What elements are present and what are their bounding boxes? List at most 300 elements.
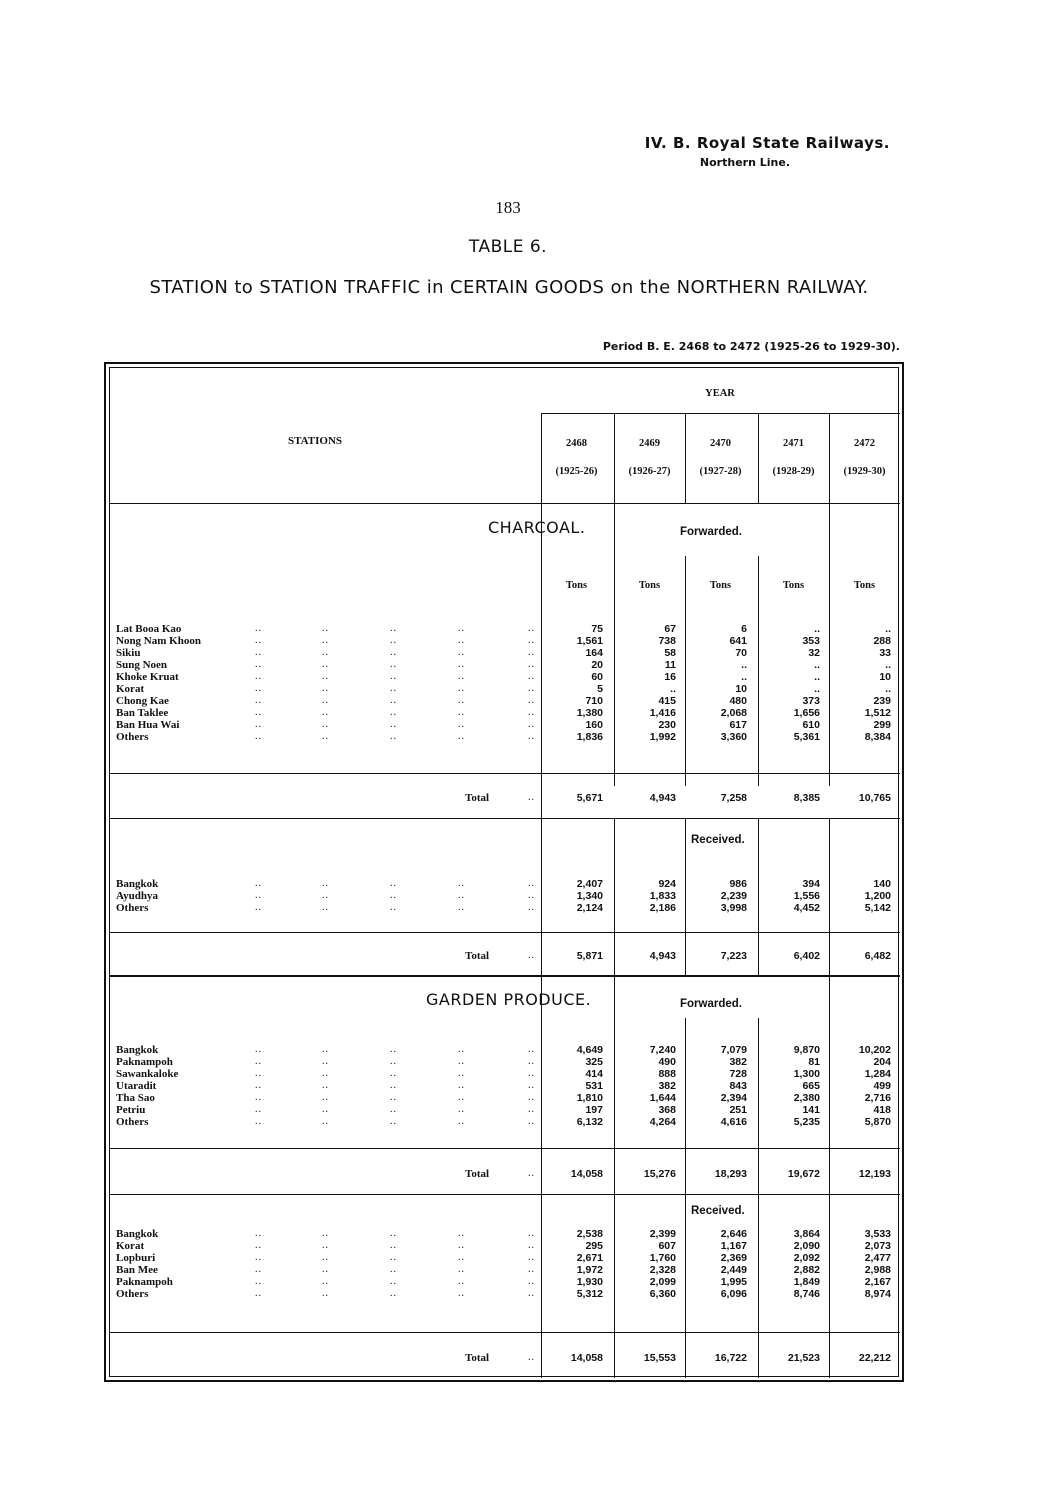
year-divider [829, 413, 830, 503]
cell-value: 2,239 [720, 890, 747, 902]
leader-dots: .. [458, 1288, 465, 1299]
leader-dots: .. [528, 878, 535, 889]
cell-value: 239 [873, 695, 891, 707]
total-top-rule [110, 932, 900, 933]
year-divider [829, 1018, 830, 1378]
leader-dots: .. [458, 1228, 465, 1239]
cell-value: 8,384 [864, 731, 891, 743]
year-underline [541, 413, 900, 414]
cell-value: 382 [729, 1056, 747, 1068]
leader-dots: .. [322, 1252, 329, 1263]
total-top-rule [110, 773, 900, 774]
cell-value: 1,836 [576, 731, 603, 743]
leader-dots: .. [322, 1080, 329, 1091]
total-value: 7,258 [720, 792, 747, 804]
leader-dots: .. [255, 647, 262, 658]
leader-dots: .. [458, 1080, 465, 1091]
cell-value: .. [814, 623, 820, 635]
cell-value: 1,200 [864, 890, 891, 902]
leader-dots: .. [458, 623, 465, 634]
cell-value: 6,096 [720, 1288, 747, 1300]
leader-dots: .. [390, 1288, 397, 1299]
header-bottom-rule [110, 503, 900, 504]
leader-dots: .. [255, 1056, 262, 1067]
cell-value: 382 [658, 1080, 676, 1092]
cell-value: 33 [879, 647, 891, 659]
leader-dots: .. [390, 623, 397, 634]
leader-dots: .. [322, 1092, 329, 1103]
cell-value: 2,092 [793, 1252, 820, 1264]
unit-label: Tons [565, 580, 588, 591]
cell-value: 197 [585, 1104, 603, 1116]
cell-value: 6 [741, 623, 747, 635]
station-name: Others [116, 902, 149, 914]
table-title: STATION to STATION TRAFFIC in CERTAIN GOODS on the NORTHERN RAILWAY. [149, 277, 869, 298]
leader-dots: .. [528, 719, 535, 730]
period-note: Period B. E. 2468 to 2472 (1925-26 to 1929-30). [602, 340, 900, 353]
total-value: 6,482 [864, 950, 891, 962]
leader-dots: .. [390, 1068, 397, 1079]
leader-dots: .. [390, 683, 397, 694]
cell-value: 1,300 [793, 1068, 820, 1080]
leader-dots: .. [458, 1240, 465, 1251]
cell-value: 8,746 [793, 1288, 820, 1300]
cell-value: .. [741, 659, 747, 671]
cell-value: 5,142 [864, 902, 891, 914]
leader-dots: .. [458, 671, 465, 682]
leader-dots: .. [322, 1116, 329, 1127]
cell-value: 617 [729, 719, 747, 731]
leader-dots: .. [528, 659, 535, 670]
cell-value: 490 [658, 1056, 676, 1068]
leader-dots: .. [458, 1116, 465, 1127]
leader-dots: .. [528, 902, 535, 913]
leader-dots: .. [458, 890, 465, 901]
leader-dots: .. [322, 1288, 329, 1299]
cell-value: 1,561 [576, 635, 603, 647]
cell-value: 75 [591, 623, 603, 635]
year-be-2468: 2468 [566, 438, 587, 449]
leader-dots: .. [255, 659, 262, 670]
leader-dots: .. [390, 890, 397, 901]
total-value: 14,058 [570, 1352, 603, 1364]
total-top-rule [110, 1332, 900, 1333]
year-ce-2472: (1929-30) [843, 466, 886, 477]
leader-dots: .. [390, 635, 397, 646]
leader-dots: .. [528, 635, 535, 646]
station-name: Paknampoh [116, 1056, 173, 1068]
cell-value: 230 [658, 719, 676, 731]
leader-dots: .. [390, 1080, 397, 1091]
cell-value: 531 [585, 1080, 603, 1092]
cell-value: 665 [802, 1080, 820, 1092]
station-name: Utaradit [116, 1080, 157, 1092]
leader-dots: .. [322, 1056, 329, 1067]
total-value: 6,402 [793, 950, 820, 962]
unit-label: Tons [853, 580, 876, 591]
section-divider [110, 975, 900, 977]
cell-value: 140 [873, 878, 891, 890]
leader-dots: .. [390, 1104, 397, 1115]
year-divider [829, 975, 830, 1018]
leader-dots: .. [390, 1116, 397, 1127]
cell-value: 8,974 [864, 1288, 891, 1300]
leader-dots: .. [255, 1228, 262, 1239]
cell-value: 1,380 [576, 707, 603, 719]
cell-value: 418 [873, 1104, 891, 1116]
year-be-2469: 2469 [639, 438, 660, 449]
cell-value: 7,240 [649, 1044, 676, 1056]
leader-dots: .. [458, 1264, 465, 1275]
cell-value: 1,930 [576, 1276, 603, 1288]
cell-value: 5,312 [576, 1288, 603, 1300]
station-name: Others [116, 1288, 149, 1300]
cell-value: 141 [802, 1104, 820, 1116]
page-number: 183 [495, 198, 521, 217]
cell-value: 499 [873, 1080, 891, 1092]
leader-dots: .. [528, 671, 535, 682]
year-ce-2469: (1926-27) [628, 466, 671, 477]
station-name: Bangkok [116, 1228, 159, 1240]
cell-value: 325 [585, 1056, 603, 1068]
cell-value: 288 [873, 635, 891, 647]
cell-value: 67 [664, 623, 676, 635]
cell-value: 2,328 [649, 1264, 676, 1276]
leader-dots: .. [322, 647, 329, 658]
cell-value: 10 [735, 683, 747, 695]
leader-dots: .. [390, 1228, 397, 1239]
station-name: Ayudhya [116, 890, 158, 902]
cell-value: 610 [802, 719, 820, 731]
total-label: Total [465, 792, 490, 804]
leader-dots: .. [528, 1116, 535, 1127]
year-ce-2468: (1925-26) [555, 466, 598, 477]
leader-dots: .. [322, 890, 329, 901]
leader-dots: .. [322, 1228, 329, 1239]
leader-dots: .. [528, 1080, 535, 1091]
cell-value: 394 [802, 878, 820, 890]
leader-dots: .. [255, 1276, 262, 1287]
leader-dots: .. [322, 707, 329, 718]
cell-value: 1,340 [576, 890, 603, 902]
cell-value: .. [814, 683, 820, 695]
year-ce-2470: (1927-28) [699, 466, 742, 477]
station-name: Sung Noen [116, 659, 168, 671]
station-name: Bangkok [116, 1044, 159, 1056]
leader-dots: .. [528, 731, 535, 742]
stations-divider [541, 413, 542, 1378]
total-value: 15,553 [643, 1352, 676, 1364]
cell-value: 415 [658, 695, 676, 707]
cell-value: 1,992 [649, 731, 676, 743]
cell-value: 2,073 [864, 1240, 891, 1252]
leader-dots: .. [528, 623, 535, 634]
leader-dots: .. [255, 1116, 262, 1127]
cell-value: 4,452 [793, 902, 820, 914]
cell-value: 251 [729, 1104, 747, 1116]
cell-value: 7,079 [720, 1044, 747, 1056]
leader-dots: .. [528, 1228, 535, 1239]
leader-dots: .. [255, 1044, 262, 1055]
cell-value: 295 [585, 1240, 603, 1252]
station-name: Ban Hua Wai [116, 719, 180, 731]
leader-dots: .. [390, 695, 397, 706]
station-name: Petriu [116, 1104, 146, 1116]
leader-dots: .. [390, 1044, 397, 1055]
cell-value: 710 [585, 695, 603, 707]
leader-dots: .. [322, 695, 329, 706]
leader-dots: .. [458, 635, 465, 646]
total-value: 21,523 [787, 1352, 820, 1364]
leader-dots: .. [528, 683, 535, 694]
total-top-rule [110, 1148, 900, 1149]
leader-dots: .. [322, 1044, 329, 1055]
station-name: Others [116, 731, 149, 743]
year-header: YEAR [705, 388, 735, 399]
cell-value: .. [814, 671, 820, 683]
leader-dots: .. [390, 878, 397, 889]
leader-dots: .. [255, 1092, 262, 1103]
total-value: 18,293 [714, 1168, 747, 1180]
cell-value: .. [814, 659, 820, 671]
year-divider [614, 1018, 615, 1378]
leader-dots: .. [528, 1044, 535, 1055]
leader-dots: .. [255, 878, 262, 889]
section-title-charcoal: CHARCOAL. [488, 518, 586, 537]
leader-dots: .. [322, 659, 329, 670]
leader-dots: .. [255, 671, 262, 682]
cell-value: .. [885, 659, 891, 671]
cell-value: 738 [658, 635, 676, 647]
section-title-garden-produce: GARDEN PRODUCE. [426, 990, 592, 1009]
year-divider [614, 413, 615, 503]
leader-dots: .. [528, 1068, 535, 1079]
cell-value: 1,995 [720, 1276, 747, 1288]
leader-dots: .. [528, 1276, 535, 1287]
cell-value: 160 [585, 719, 603, 731]
forwarded-label: Forwarded. [680, 998, 742, 1010]
leader-dots: .. [458, 707, 465, 718]
cell-value: 2,124 [576, 902, 603, 914]
station-name: Others [116, 1116, 149, 1128]
cell-value: 1,972 [576, 1264, 603, 1276]
cell-value: 2,380 [793, 1092, 820, 1104]
leader-dots: .. [390, 902, 397, 913]
cell-value: 32 [808, 647, 820, 659]
station-name: Sikiu [116, 647, 141, 659]
leader-dots: .. [458, 1044, 465, 1055]
cell-value: 373 [802, 695, 820, 707]
leader-dots: .. [390, 659, 397, 670]
total-value: 5,671 [576, 792, 603, 804]
cell-value: 368 [658, 1104, 676, 1116]
cell-value: 986 [729, 878, 747, 890]
total-value: 7,223 [720, 950, 747, 962]
leader-dots: .. [322, 635, 329, 646]
leader-dots: .. [255, 902, 262, 913]
cell-value: 2,477 [864, 1252, 891, 1264]
leader-dots: .. [458, 1092, 465, 1103]
year-divider [758, 413, 759, 503]
year-divider [614, 975, 615, 1018]
leader-dots: .. [322, 719, 329, 730]
cell-value: 10,202 [858, 1044, 891, 1056]
cell-value: 60 [591, 671, 603, 683]
leader-dots: .. [528, 1352, 535, 1363]
leader-dots: .. [458, 719, 465, 730]
year-divider [614, 503, 615, 786]
station-name: Korat [116, 1240, 145, 1252]
leader-dots: .. [255, 1252, 262, 1263]
station-name: Paknampoh [116, 1276, 173, 1288]
total-label: Total [465, 950, 490, 962]
leader-dots: .. [458, 683, 465, 694]
cell-value: 3,864 [793, 1228, 820, 1240]
total-value: 14,058 [570, 1168, 603, 1180]
cell-value: 1,167 [720, 1240, 747, 1252]
cell-value: 2,716 [864, 1092, 891, 1104]
total-value: 19,672 [787, 1168, 820, 1180]
received-label: Received. [691, 834, 745, 846]
leader-dots: .. [458, 1056, 465, 1067]
leader-dots: .. [528, 890, 535, 901]
year-be-2471: 2471 [783, 438, 804, 449]
leader-dots: .. [528, 1056, 535, 1067]
leader-dots: .. [390, 1264, 397, 1275]
cell-value: 6,360 [649, 1288, 676, 1300]
cell-value: 843 [729, 1080, 747, 1092]
station-name: Ban Mee [116, 1264, 158, 1276]
total-value: 10,765 [858, 792, 891, 804]
leader-dots: .. [255, 1264, 262, 1275]
cell-value: 480 [729, 695, 747, 707]
leader-dots: .. [528, 1104, 535, 1115]
cell-value: 353 [802, 635, 820, 647]
leader-dots: .. [255, 1288, 262, 1299]
cell-value: 2,988 [864, 1264, 891, 1276]
leader-dots: .. [528, 1264, 535, 1275]
cell-value: 6,132 [576, 1116, 603, 1128]
year-be-2470: 2470 [710, 438, 731, 449]
cell-value: 16 [664, 671, 676, 683]
unit-label: Tons [638, 580, 661, 591]
leader-dots: .. [458, 647, 465, 658]
cell-value: 2,068 [720, 707, 747, 719]
leader-dots: .. [528, 695, 535, 706]
table-inner [109, 367, 899, 1377]
cell-value: 1,656 [793, 707, 820, 719]
station-name: Khoke Kruat [116, 671, 179, 683]
leader-dots: .. [390, 1240, 397, 1251]
station-name: Lopburi [116, 1252, 156, 1264]
leader-dots: .. [255, 635, 262, 646]
cell-value: 3,360 [720, 731, 747, 743]
traffic-table [104, 362, 904, 1382]
leader-dots: .. [458, 902, 465, 913]
leader-dots: .. [390, 1092, 397, 1103]
total-bottom-rule [110, 818, 900, 819]
leader-dots: .. [458, 731, 465, 742]
leader-dots: .. [458, 1104, 465, 1115]
year-ce-2471: (1928-29) [772, 466, 815, 477]
leader-dots: .. [458, 1252, 465, 1263]
leader-dots: .. [322, 1104, 329, 1115]
total-label: Total [465, 1168, 490, 1180]
leader-dots: .. [390, 671, 397, 682]
station-name: Nong Nam Khoon [116, 635, 201, 647]
unit-label: Tons [709, 580, 732, 591]
total-value: 4,943 [649, 792, 676, 804]
cell-value: 1,849 [793, 1276, 820, 1288]
cell-value: 2,449 [720, 1264, 747, 1276]
leader-dots: .. [528, 1288, 535, 1299]
leader-dots: .. [322, 623, 329, 634]
leader-dots: .. [255, 1240, 262, 1251]
station-name: Ban Taklee [116, 707, 169, 719]
cell-value: 888 [658, 1068, 676, 1080]
cell-value: 70 [735, 647, 747, 659]
station-name: Tha Sao [116, 1092, 155, 1104]
cell-value: 4,616 [720, 1116, 747, 1128]
leader-dots: .. [255, 695, 262, 706]
year-be-2472: 2472 [854, 438, 875, 449]
total-value: 16,722 [714, 1352, 747, 1364]
cell-value: 10 [879, 671, 891, 683]
leader-dots: .. [322, 731, 329, 742]
cell-value: .. [885, 623, 891, 635]
total-value: 12,193 [858, 1168, 891, 1180]
leader-dots: .. [255, 623, 262, 634]
leader-dots: .. [458, 695, 465, 706]
header-block [645, 134, 890, 169]
cell-value: 1,833 [649, 890, 676, 902]
year-divider [758, 818, 759, 975]
section-heading: IV. B. Royal State Railways. [644, 134, 890, 152]
cell-value: .. [741, 671, 747, 683]
cell-value: 1,810 [576, 1092, 603, 1104]
cell-value: 1,512 [864, 707, 891, 719]
station-name: Bangkok [116, 878, 159, 890]
station-name: Lat Booa Kao [116, 623, 182, 635]
leader-dots: .. [255, 731, 262, 742]
leader-dots: .. [528, 1240, 535, 1251]
cell-value: 1,644 [649, 1092, 676, 1104]
leader-dots: .. [458, 1276, 465, 1287]
year-divider [685, 1018, 686, 1378]
cell-value: 4,264 [649, 1116, 676, 1128]
leader-dots: .. [390, 1276, 397, 1287]
leader-dots: .. [255, 1068, 262, 1079]
leader-dots: .. [390, 707, 397, 718]
cell-value: 2,882 [793, 1264, 820, 1276]
year-divider [685, 818, 686, 975]
cell-value: 164 [585, 647, 603, 659]
cell-value: 1,556 [793, 890, 820, 902]
leader-dots: .. [528, 1252, 535, 1263]
year-divider [829, 818, 830, 975]
forwarded-label: Forwarded. [680, 526, 742, 538]
leader-dots: .. [255, 890, 262, 901]
leader-dots: .. [390, 1056, 397, 1067]
leader-dots: .. [255, 1080, 262, 1091]
cell-value: 1,416 [649, 707, 676, 719]
cell-value: 641 [729, 635, 747, 647]
cell-value: 2,090 [793, 1240, 820, 1252]
leader-dots: .. [322, 1276, 329, 1287]
cell-value: 299 [873, 719, 891, 731]
leader-dots: .. [528, 647, 535, 658]
leader-dots: .. [255, 707, 262, 718]
